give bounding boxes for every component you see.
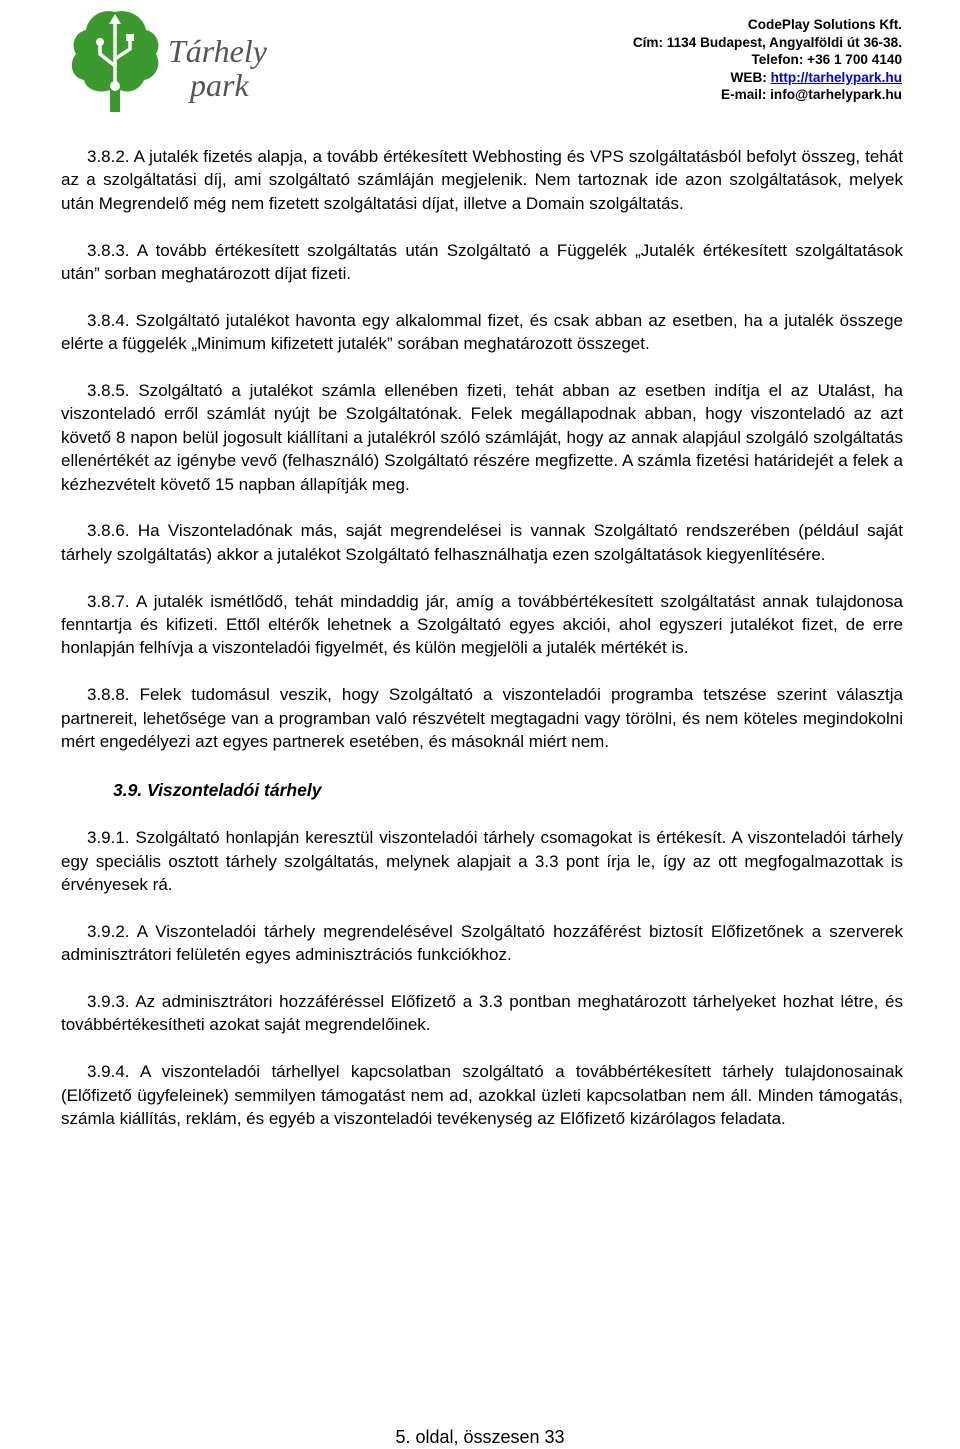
paragraph-number: 3.8.5.: [87, 381, 130, 401]
paragraph-text: A viszonteladói tárhellyel kapcsolatban szolgáltató a továbbértékesített tárhely tulajdonosainak (Előfizető ügyfeleinek) semmilyen támogatást nem ad, azokkal üzleti kapcsolatban nem áll. Minden támogatás, számla kiállítás, reklám, és egyéb a viszonteladói tevékenység az Előfizető kizárólagos feladata.: [61, 1062, 903, 1129]
tarhelypark-logo: [70, 4, 280, 116]
paragraph-text: A Viszonteladói tárhely megrendelésével Szolgáltató hozzáférést biztosít Előfizetőnek a szerverek adminisztrátori felületén egyes adminisztrációs funkciókhoz.: [61, 921, 903, 965]
paragraph-3-8-3: [61, 239, 903, 286]
web-link[interactable]: http://tarhelypark.hu: [770, 69, 902, 85]
company-info: [633, 16, 902, 104]
paragraph-number: 3.8.3.: [87, 240, 130, 260]
paragraph-number: 3.9.2.: [87, 921, 130, 941]
paragraph-number: 3.8.2.: [87, 147, 130, 166]
paragraph-number: 3.8.4.: [87, 310, 130, 330]
paragraph-text: Felek tudomásul veszik, hogy Szolgáltató a viszonteladói programba tetszése szerint választja partnereit, lehetősége van a programban való részvételt megtagadni vagy törölni, és nem köteles megindokolni mért engedélyezi azt egyes partnerek esetében, és másoknál miért nem.: [61, 685, 903, 752]
paragraph-text: Szolgáltató a jutalékot számla ellenében fizeti, tehát abban az esetben indítja el az Utalást, ha viszonteladó erről számlát nyújt be Szolgáltatónak. Felek megállapodnak abban, hogy viszonteladó az azt követő 8 napon belül jogosult kiállítani a jutalékról szóló számláját, hogy az annak alapjául szolgáló szolgáltatás ellenértékét az igénybe vevő (felhasználó) Szolgáltató részére megfizette. A számla fizetési határidejét a felek a kézhezvételt követő 15 napban állapítják meg.: [61, 381, 903, 494]
company-name: CodePlay Solutions Kft.: [747, 17, 902, 32]
paragraph-3-8-4: [61, 309, 903, 356]
paragraph-text: A jutalék ismétlődő, tehát mindaddig jár, amíg a továbbértékesített szolgáltatást annak tulajdonosa fenntartja és kifizeti. Ettől eltérők lehetnek a Szolgáltató egyes akciói, ahol egyszeri jutalékot fizet, de erre honlapján felhívja a viszonteladói figyelmét, és külön megjelöli a jutalék mértékét is.: [61, 591, 903, 658]
paragraph-3-9-3: [61, 990, 903, 1037]
paragraph-number: 3.9.1.: [87, 828, 130, 848]
paragraph-3-8-7: [61, 590, 903, 660]
paragraph-number: 3.9.3.: [87, 992, 130, 1012]
paragraph-3-9-2: [61, 920, 903, 967]
logo-text-park: park: [190, 67, 249, 103]
page-number-footer: 5. oldal, összesen 33: [395, 1427, 565, 1447]
paragraph-3-8-6: [61, 519, 903, 566]
company-phone: Telefon: +36 1 700 4140: [751, 52, 902, 68]
paragraph-number: 3.9.4.: [87, 1062, 130, 1082]
logo-text-tarhely: Tárhely: [168, 33, 267, 69]
paragraph-text: A jutalék fizetés alapja, a tovább értékesített Webhosting és VPS szolgáltatásból befolyt összeg, tehát az a szolgáltatási díj, ami szolgáltató számláján megjelenik. Nem tartoznak ide azon szolgáltatások, melyek után Megrendelő még nem fizetett szolgáltatási díjat, illetve a Domain szolgáltatás.: [61, 147, 903, 213]
paragraph-3-8-8: [61, 683, 903, 753]
paragraph-3-9-4: [61, 1060, 903, 1130]
paragraph-text: Szolgáltató jutalékot havonta egy alkalommal fizet, és csak abban az esetben, ha a jutalék összege elérte a függelék „Minimum kifizetett jutalék” sorában meghatározott összeget.: [61, 310, 903, 354]
company-address: Cím: 1134 Budapest, Angyalföldi út 36-38.: [632, 34, 902, 50]
paragraph-text: Ha Viszonteladónak más, saját megrendelései is vannak Szolgáltató rendszerében (például saját tárhely szolgáltatás) akkor a jutalékot Szolgáltató felhasználhatja ezen szolgáltatások kiegyenlítésére.: [61, 521, 903, 564]
section-heading: 3.9. Viszonteladói tárhely: [113, 780, 322, 801]
paragraph-number: 3.8.6.: [87, 521, 130, 541]
web-label: WEB:: [730, 69, 771, 85]
paragraph-text: Az adminisztrátori hozzáféréssel Előfizető a 3.3 pontban meghatározott tárhelyeket hozhat létre, és továbbértékesítheti azokat saját megrendelőinek.: [61, 992, 903, 1035]
paragraph-text: A tovább értékesített szolgáltatás után Szolgáltató a Függelék „Jutalék értékesített szolgáltatások után” sorban meghatározott díjat fizeti.: [61, 240, 903, 284]
paragraph-3-9-1: [61, 826, 903, 896]
paragraph-number: 3.8.7.: [87, 591, 130, 611]
document-body: [61, 145, 903, 1131]
company-email: E-mail: info@tarhelypark.hu: [721, 87, 902, 103]
paragraph-text: Szolgáltató honlapján keresztül viszonteladói tárhely csomagokat is értékesít. A viszonteladói tárhely egy speciális osztott tárhely szolgáltatás, melynek alapjait a 3.3 pont írja le, így az ott megfogalmazottak is érvényesek rá.: [61, 828, 903, 895]
paragraph-3-8-2: [61, 145, 903, 215]
paragraph-3-8-5: [61, 379, 903, 496]
paragraph-number: 3.8.8.: [87, 685, 130, 705]
company-web: [633, 69, 902, 87]
